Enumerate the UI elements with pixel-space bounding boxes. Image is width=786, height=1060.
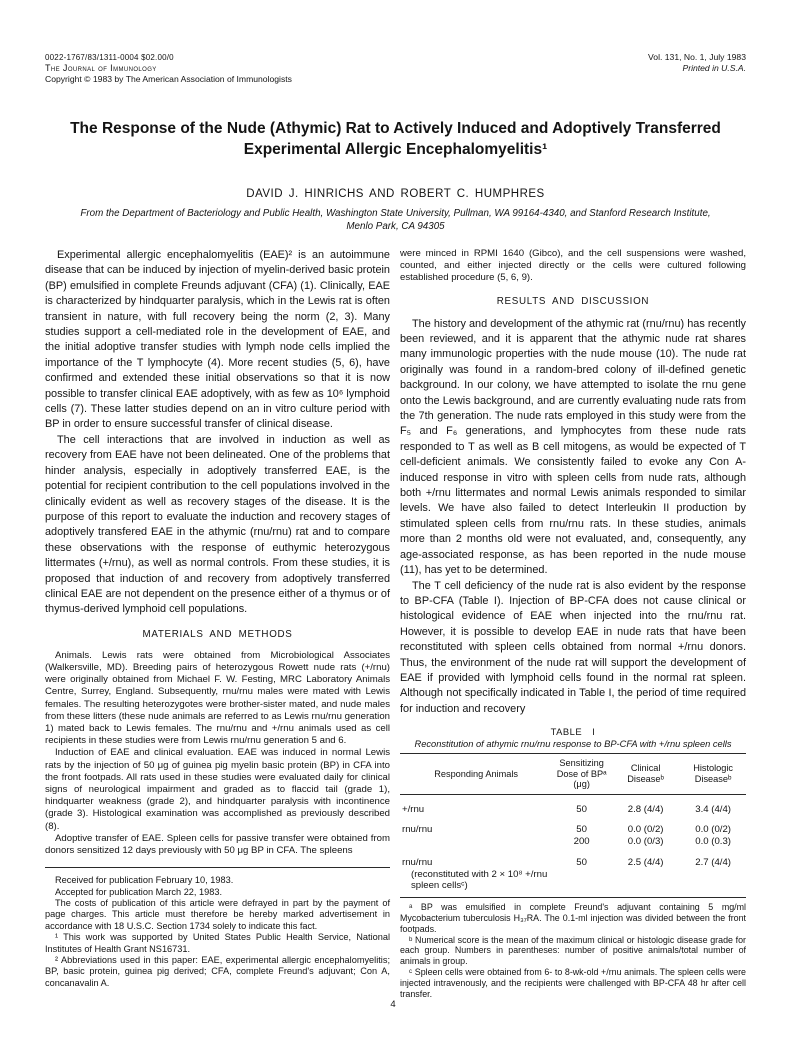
cell-histologic: 2.7 (4/4) bbox=[695, 857, 731, 869]
table-row bbox=[400, 836, 746, 848]
footnote-abbreviations: ² Abbreviations used in this paper: EAE, experimental allergic encephalomyelitis; BP, basic protein, guinea pig derived; CFA, complete Freund's adjuvant; Con A, concanavalin A. bbox=[45, 955, 390, 988]
issn-line: 0022-1767/83/1311-0004 $02.00/0 bbox=[45, 53, 174, 62]
intro-paragraph-1: Experimental allergic encephalomyelitis (EAE)² is an autoimmune disease that can be induced by injection of myelin-derived basic protein (BP) emulsified in complete Freunds adjuvant (CFA) (1). Clinically, EAE is characterized by hindquarter paralysis, which in the Lewis rat is often transient in nature, with full recovery being the norm (2, 3). Many studies support a cell-mediated role in the development of EAE, and the initial adoptive transfer studies with lymph node cells implied the importance of the T lymphocyte (4). More recent studies (5, 6), have confirmed and extended these initial observations so that it is now possible to transfer clinical EAE adoptively, with as few as 10⁶ lymphoid cells (7). These latter studies depend on an in vitro culture period with BP in order to ensure successful transfer of clinical disease. bbox=[45, 249, 390, 431]
table-1-caption: Reconstitution of athymic rnu/rnu response to BP-CFA with +/rnu spleen cells bbox=[414, 739, 732, 750]
right-column bbox=[400, 248, 746, 999]
left-column bbox=[45, 248, 390, 989]
methods-paragraph-adoptive-transfer: Adoptive transfer of EAE. Spleen cells for passive transfer were obtained from donors sensitized 12 days previously with 50 μg BP in CFA. The spleens bbox=[45, 832, 390, 856]
table-footnote-a: ᵃ BP was emulsified in complete Freund's adjuvant containing 5 mg/ml Mycobacterium tuberculosis H₃₇RA. The 0.1-ml injection was divided between the front footpads. bbox=[400, 902, 746, 934]
materials-methods-heading: MATERIALS AND METHODS bbox=[142, 628, 293, 640]
results-discussion-heading: RESULTS AND DISCUSSION bbox=[496, 295, 650, 307]
footnote-divider bbox=[45, 867, 390, 868]
table-1-footnotes bbox=[400, 902, 746, 999]
affiliation: From the Department of Bacteriology and Public Health, Washington State University, Pullman, WA 99164-4340, and Stanford Research Institute, Menlo Park, CA 94305 bbox=[80, 208, 711, 232]
article-footnotes bbox=[45, 875, 390, 989]
table-footnote-c: ᶜ Spleen cells were obtained from 6- to 8-wk-old +/rnu animals. The spleen cells were injected intravenously, and the recipients were challenged with BP-CFA 48 hr after cell transfer. bbox=[400, 967, 746, 999]
column-header-sensitizing-dose: Sensitizing Dose of BPᵃ (μg) bbox=[552, 754, 611, 795]
masthead bbox=[45, 52, 746, 85]
page-number: 4 bbox=[390, 999, 396, 1010]
cell-clinical: 2.8 (4/4) bbox=[627, 803, 664, 815]
footnote-page-charges: The costs of publication of this article were defrayed in part by the payment of page charges. This article must therefore be hereby marked advertisement in accordance with 18 U.S.C. Section 1734 solely to indicate this fact. bbox=[45, 898, 390, 931]
cell-responding-animal: rnu/rnu bbox=[402, 824, 433, 836]
cell-dose: 50 bbox=[576, 857, 587, 869]
table-row bbox=[400, 815, 746, 836]
cell-dose: 50 bbox=[576, 824, 587, 836]
methods-continued-paragraph: were minced in RPMI 1640 (Gibco), and the cell suspensions were washed, counted, and either injected directly or the cells were cultured following established procedure (5, 6, 9). bbox=[400, 248, 746, 284]
table-1-label: TABLE I bbox=[550, 726, 596, 738]
table-1-header bbox=[400, 754, 746, 795]
cell-histologic: 3.4 (4/4) bbox=[695, 803, 731, 815]
page-title: The Response of the Nude (Athymic) Rat to Actively Induced and Adoptively Transferred Experimental Allergic Encephalomyelitis¹ bbox=[70, 120, 721, 158]
cell-clinical: 0.0 (0/2) bbox=[627, 824, 664, 836]
cell-histologic: 0.0 (0/2) bbox=[695, 824, 731, 836]
printed-line: Printed in U.S.A. bbox=[682, 63, 746, 73]
footnote-received: Received for publication February 10, 1983. bbox=[55, 875, 234, 886]
results-paragraph-1: The history and development of the athymic rat (rnu/rnu) has recently been reviewed, and it is apparent that the athymic nude rat shares many immunologic properties with the nude mouse (10). The nude rat originally was found in a random-bred colony of ill-defined genetic background. In our colony, we have attempted to isolate the rnu gene onto the Lewis background, and are currently evaluating nude rats from the 7th generation. The nude rats employed in this study were from the F₅ and F₆ generations, and lymphocytes from these nude rats responded to T as well as B cell mitogens, as would be expected of T cell-deficient animals. We consistently failed to evoke any Con A-induced response in vitro with spleen cells from nude rats, although both +/rnu littermates and normal Lewis animals responded to similar levels. We have also failed to detect Interleukin II production by stimulated spleen cells from rnu/rnu rats. In these studies, animals more than 2 months old were not evaluated, and, consequently, any age-associated response, as has been reported in the nude mouse (11), has yet to be determined. bbox=[400, 317, 746, 577]
methods-paragraph-animals: Animals. Lewis rats were obtained from Microbiological Associates (Walkersville, MD). Breeding pairs of heterozygous Rowett nude rats (+/rnu) were originally obtained from Michael F. W. Festing, MRC Laboratory Animals Centre, Surrey, England. Subsequently, rnu/rnu males were mated with Lewis females. The resulting heterozygotes were brother-sister mated, and nude males from these litters (these nude animals are referred to as Lewis rnu/rnu generation 1) mated back to Lewis females. The rnu/rnu and +/rnu animals used as cell recipients in these studies were from Lewis rnu/rnu generation 5 and 6. bbox=[45, 649, 390, 747]
results-paragraph-2: The T cell deficiency of the nude rat is also evident by the response to BP-CFA (Table I). Injection of BP-CFA does not cause clinical or histological evidence of EAE when injected into the rnu/rnu rat. However, it is possible to develop EAE in nude rats that have been reconstituted with spleen cells obtained from normal +/rnu donors. Thus, the environment of the nude rat will support the development of EAE if provided with lymphoid cells found in the normal rat spleen. Although not specifically indicated in Table I, the period of time required for induction and recovery bbox=[400, 579, 746, 715]
cell-responding-animal bbox=[400, 848, 552, 898]
cell-animal-note: (reconstituted with 2 × 10⁸ +/rnu spleen cellsᶜ) bbox=[411, 868, 548, 892]
cell-histologic: 0.0 (0.3) bbox=[695, 836, 731, 848]
footnote-grant: ¹ This work was supported by United States Public Health Service, National Institutes of Health Grant NS16731. bbox=[45, 932, 390, 954]
column-header-clinical-disease: Clinical Diseaseᵇ bbox=[611, 754, 680, 795]
cell-animal-label: rnu/rnu bbox=[402, 857, 433, 869]
authors-line: DAVID J. HINRICHS AND ROBERT C. HUMPHRES bbox=[246, 188, 545, 200]
cell-responding-animal bbox=[400, 836, 552, 848]
journal-name: The Journal of Immunology bbox=[45, 63, 157, 73]
cell-clinical: 0.0 (0/3) bbox=[627, 836, 664, 848]
copyright-line: Copyright © 1983 by The American Association of Immunologists bbox=[45, 74, 292, 84]
table-row bbox=[400, 848, 746, 898]
cell-dose: 200 bbox=[573, 836, 590, 848]
cell-responding-animal: +/rnu bbox=[402, 803, 425, 815]
intro-paragraph-2: The cell interactions that are involved in induction as well as recovery from EAE have not been delineated. One of the problems that hinder analysis, especially in adoptively transferred EAE, is the potential for recipient contribution to the cell populations involved in the clinically evident as well as recovery stages of the disease. It is the purpose of this report to evaluate the induction and recovery stages of adoptively transfered EAE in the athymic (rnu/rnu) rat and to compare these observations with the response of euthymic heterozygous littermates (+/rnu), as well as normal controls. From these studies, it is proposed that induction of and recovery from adoptively transferred clinical EAE are not dependent on the presence either of a thymus or of thymus-derived lymphoid cell populations. bbox=[45, 433, 390, 616]
cell-dose: 50 bbox=[576, 803, 587, 815]
column-header-responding-animals: Responding Animals bbox=[400, 754, 552, 795]
table-row bbox=[400, 794, 746, 815]
methods-paragraph-induction: Induction of EAE and clinical evaluation. EAE was induced in normal Lewis rats by the injection of 50 μg of guinea pig myelin basic protein (BP) in CFA into the front footpads. All rats used in these studies were evaluated daily for clinical signs of neurological impairment and graded as to flaccid tail (grade 1), hindquarter weakness (grade 2), and hindquarter paralysis with incontinence (grade 3). Histological examination was accomplished as previously described (8). bbox=[45, 747, 390, 832]
volume-line: Vol. 131, No. 1, July 1983 bbox=[648, 52, 746, 62]
cell-clinical: 2.5 (4/4) bbox=[627, 857, 664, 869]
footnote-accepted: Accepted for publication March 22, 1983. bbox=[55, 886, 223, 897]
column-header-histologic-disease: Histologic Diseaseᵇ bbox=[680, 754, 746, 795]
table-footnote-b: ᵇ Numerical score is the mean of the maximum clinical or histologic disease grade for each group. Numbers in parentheses: number of positive animals/total number of animals in group. bbox=[400, 934, 746, 967]
table-1-block bbox=[400, 726, 746, 999]
masthead-left bbox=[45, 52, 292, 85]
table-1 bbox=[400, 753, 746, 898]
table-1-body bbox=[400, 794, 746, 898]
masthead-right bbox=[648, 52, 746, 74]
